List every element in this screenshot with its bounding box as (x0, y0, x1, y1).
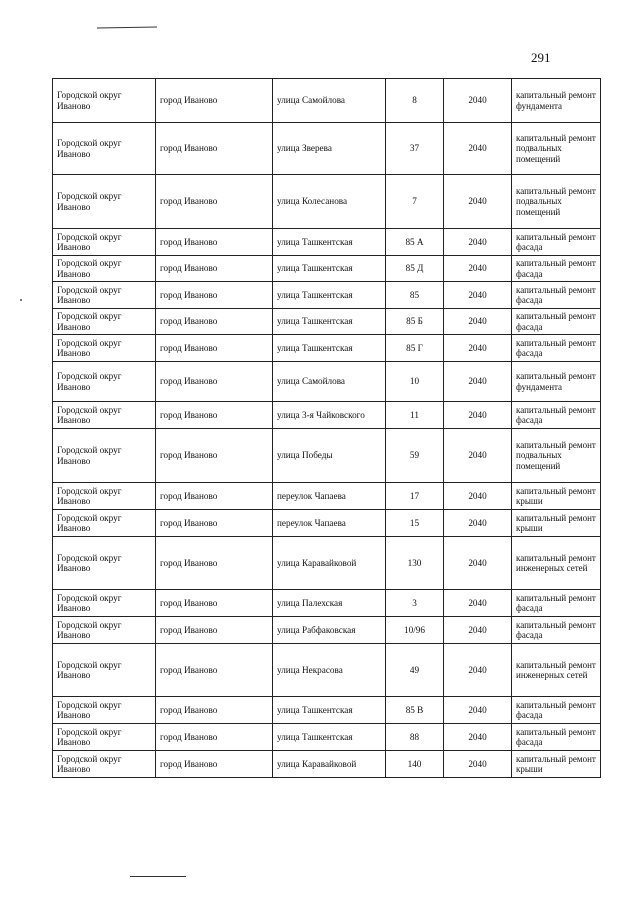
table-row (53, 590, 601, 617)
year-cell: 2040 (444, 282, 512, 309)
okrug-cell: Городской округ Иваново (53, 256, 156, 282)
street-cell: улица Ташкентская (273, 697, 386, 724)
street-cell: улица 3-я Чайковского (273, 402, 386, 429)
table-row (53, 256, 601, 282)
year-cell: 2040 (444, 483, 512, 510)
street-cell: улица Некрасова (273, 644, 386, 697)
city-cell: город Иваново (156, 751, 273, 778)
street-cell: улица Ташкентская (273, 282, 386, 309)
top-rule (97, 26, 157, 28)
okrug-cell: Городской округ Иваново (53, 309, 156, 335)
work-type-cell: капитальный ремонт подвальных помещений (512, 123, 601, 175)
table-row (53, 402, 601, 429)
city-cell: город Иваново (156, 256, 273, 282)
house-number-cell: 85 (386, 282, 444, 309)
year-cell: 2040 (444, 402, 512, 429)
table-row (53, 537, 601, 590)
table-row (53, 79, 601, 123)
okrug-cell: Городской округ Иваново (53, 697, 156, 724)
house-number-cell: 85 А (386, 229, 444, 256)
house-number-cell: 85 Б (386, 309, 444, 335)
city-cell: город Иваново (156, 510, 273, 537)
street-cell: улица Ташкентская (273, 335, 386, 362)
okrug-cell: Городской округ Иваново (53, 510, 156, 537)
house-number-cell: 15 (386, 510, 444, 537)
okrug-cell: Городской округ Иваново (53, 282, 156, 309)
house-number-cell: 10/96 (386, 617, 444, 644)
city-cell: город Иваново (156, 617, 273, 644)
street-cell: улица Ташкентская (273, 724, 386, 751)
house-number-cell: 37 (386, 123, 444, 175)
city-cell: город Иваново (156, 175, 273, 229)
scan-speck (20, 299, 22, 301)
table-row (53, 282, 601, 309)
house-number-cell: 7 (386, 175, 444, 229)
street-cell: улица Зверева (273, 123, 386, 175)
work-type-cell: капитальный ремонт фасада (512, 256, 601, 282)
okrug-cell: Городской округ Иваново (53, 335, 156, 362)
work-type-cell: капитальный ремонт крыши (512, 483, 601, 510)
table-row (53, 510, 601, 537)
okrug-cell: Городской округ Иваново (53, 362, 156, 402)
house-number-cell: 85 В (386, 697, 444, 724)
work-type-cell: капитальный ремонт фасада (512, 724, 601, 751)
okrug-cell: Городской округ Иваново (53, 79, 156, 123)
okrug-cell: Городской округ Иваново (53, 617, 156, 644)
city-cell: город Иваново (156, 724, 273, 751)
work-type-cell: капитальный ремонт крыши (512, 751, 601, 778)
work-type-cell: капитальный ремонт фасада (512, 590, 601, 617)
work-type-cell: капитальный ремонт подвальных помещений (512, 175, 601, 229)
year-cell: 2040 (444, 724, 512, 751)
year-cell: 2040 (444, 79, 512, 123)
year-cell: 2040 (444, 644, 512, 697)
work-type-cell: капитальный ремонт подвальных помещений (512, 429, 601, 483)
city-cell: город Иваново (156, 590, 273, 617)
year-cell: 2040 (444, 309, 512, 335)
street-cell: улица Самойлова (273, 79, 386, 123)
okrug-cell: Городской округ Иваново (53, 402, 156, 429)
street-cell: переулок Чапаева (273, 510, 386, 537)
city-cell: город Иваново (156, 644, 273, 697)
bottom-rule (130, 876, 186, 877)
year-cell: 2040 (444, 256, 512, 282)
house-number-cell: 140 (386, 751, 444, 778)
year-cell: 2040 (444, 123, 512, 175)
table-row (53, 309, 601, 335)
page-number: 291 (531, 50, 551, 65)
work-type-cell: капитальный ремонт инженерных сетей (512, 537, 601, 590)
okrug-cell: Городской округ Иваново (53, 537, 156, 590)
city-cell: город Иваново (156, 429, 273, 483)
table-row (53, 429, 601, 483)
city-cell: город Иваново (156, 537, 273, 590)
house-number-cell: 3 (386, 590, 444, 617)
house-number-cell: 59 (386, 429, 444, 483)
work-type-cell: капитальный ремонт фасада (512, 697, 601, 724)
year-cell: 2040 (444, 229, 512, 256)
city-cell: город Иваново (156, 697, 273, 724)
table-row (53, 617, 601, 644)
year-cell: 2040 (444, 510, 512, 537)
street-cell: переулок Чапаева (273, 483, 386, 510)
year-cell: 2040 (444, 537, 512, 590)
house-number-cell: 130 (386, 537, 444, 590)
table-row (53, 724, 601, 751)
okrug-cell: Городской округ Иваново (53, 590, 156, 617)
okrug-cell: Городской округ Иваново (53, 175, 156, 229)
city-cell: город Иваново (156, 362, 273, 402)
street-cell: улица Ташкентская (273, 256, 386, 282)
okrug-cell: Городской округ Иваново (53, 751, 156, 778)
okrug-cell: Городской округ Иваново (53, 229, 156, 256)
city-cell: город Иваново (156, 229, 273, 256)
street-cell: улица Каравайковой (273, 537, 386, 590)
city-cell: город Иваново (156, 335, 273, 362)
year-cell: 2040 (444, 590, 512, 617)
year-cell: 2040 (444, 362, 512, 402)
okrug-cell: Городской округ Иваново (53, 644, 156, 697)
house-number-cell: 49 (386, 644, 444, 697)
house-number-cell: 85 Д (386, 256, 444, 282)
work-type-cell: капитальный ремонт фасада (512, 402, 601, 429)
table-row (53, 123, 601, 175)
city-cell: город Иваново (156, 79, 273, 123)
table-row (53, 335, 601, 362)
city-cell: город Иваново (156, 483, 273, 510)
house-number-cell: 85 Г (386, 335, 444, 362)
city-cell: город Иваново (156, 402, 273, 429)
house-number-cell: 10 (386, 362, 444, 402)
year-cell: 2040 (444, 751, 512, 778)
house-number-cell: 88 (386, 724, 444, 751)
table-row (53, 751, 601, 778)
work-type-cell: капитальный ремонт фасада (512, 335, 601, 362)
year-cell: 2040 (444, 175, 512, 229)
house-number-cell: 11 (386, 402, 444, 429)
city-cell: город Иваново (156, 309, 273, 335)
work-type-cell: капитальный ремонт фундамента (512, 79, 601, 123)
year-cell: 2040 (444, 335, 512, 362)
table-row (53, 362, 601, 402)
city-cell: город Иваново (156, 123, 273, 175)
okrug-cell: Городской округ Иваново (53, 429, 156, 483)
okrug-cell: Городской округ Иваново (53, 123, 156, 175)
street-cell: улица Палехская (273, 590, 386, 617)
street-cell: улица Рабфаковская (273, 617, 386, 644)
okrug-cell: Городской округ Иваново (53, 483, 156, 510)
table-body (53, 79, 601, 778)
city-cell: город Иваново (156, 282, 273, 309)
year-cell: 2040 (444, 429, 512, 483)
street-cell: улица Колесанова (273, 175, 386, 229)
year-cell: 2040 (444, 697, 512, 724)
table-row (53, 229, 601, 256)
work-type-cell: капитальный ремонт инженерных сетей (512, 644, 601, 697)
street-cell: улица Победы (273, 429, 386, 483)
work-type-cell: капитальный ремонт фасада (512, 309, 601, 335)
table-row (53, 483, 601, 510)
street-cell: улица Ташкентская (273, 229, 386, 256)
table-row (53, 644, 601, 697)
table-row (53, 175, 601, 229)
house-number-cell: 8 (386, 79, 444, 123)
street-cell: улица Каравайковой (273, 751, 386, 778)
table-row (53, 697, 601, 724)
work-type-cell: капитальный ремонт крыши (512, 510, 601, 537)
work-type-cell: капитальный ремонт фасада (512, 229, 601, 256)
work-type-cell: капитальный ремонт фундамента (512, 362, 601, 402)
work-type-cell: капитальный ремонт фасада (512, 617, 601, 644)
work-type-cell: капитальный ремонт фасада (512, 282, 601, 309)
okrug-cell: Городской округ Иваново (53, 724, 156, 751)
street-cell: улица Ташкентская (273, 309, 386, 335)
repair-plan-table (52, 78, 601, 778)
house-number-cell: 17 (386, 483, 444, 510)
street-cell: улица Самойлова (273, 362, 386, 402)
year-cell: 2040 (444, 617, 512, 644)
